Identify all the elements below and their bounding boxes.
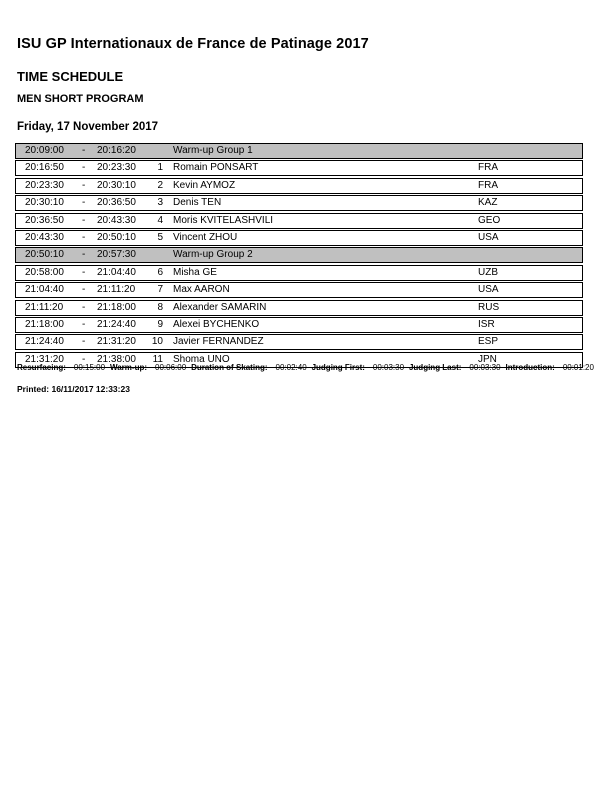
timing-parameter [17,363,105,373]
time-dash: - [82,353,86,365]
end-time: 20:36:50 [97,197,136,209]
time-dash: - [82,249,86,261]
skater-row [15,160,583,176]
end-time: 21:38:00 [97,353,136,365]
timing-parameter-value: 00:03:30 [469,363,501,372]
skater-row [15,265,583,281]
start-number: 2 [157,179,163,191]
warmup-row [15,143,583,159]
skater-name: Misha GE [173,266,217,278]
timing-parameter [409,363,501,373]
skater-row [15,300,583,316]
timing-parameters [17,363,594,373]
start-time: 20:58:00 [25,266,64,278]
warmup-row [15,247,583,263]
skater-name: Javier FERNANDEZ [173,336,264,348]
skater-row [15,230,583,246]
time-dash: - [82,162,86,174]
skater-name: Denis TEN [173,197,222,209]
start-time: 20:43:30 [25,231,64,243]
timing-parameter [312,363,404,373]
nation-code: FRA [478,162,498,174]
nation-code: FRA [478,179,498,191]
time-dash: - [82,284,86,296]
start-number: 1 [157,162,163,174]
time-dash: - [82,231,86,243]
timing-parameter [191,363,307,373]
nation-code: GEO [478,214,501,226]
skater-name: Alexander SAMARIN [173,301,267,313]
start-number: 3 [157,197,163,209]
end-time: 21:18:00 [97,301,136,313]
timing-parameter-label: Introduction: [505,363,555,372]
end-time: 20:50:10 [97,231,136,243]
end-time: 20:43:30 [97,214,136,226]
skater-name: Max AARON [173,284,230,296]
timing-parameter-label: Judging First: [311,363,365,372]
timing-parameter-value: 00:15:00 [73,363,106,372]
start-number: 5 [157,231,163,243]
start-number: 4 [157,214,163,226]
skater-row [15,195,583,211]
nation-code: USA [478,231,499,243]
start-number: 8 [157,301,163,313]
skater-row [15,213,583,229]
start-time: 21:24:40 [25,336,64,348]
skater-row [15,317,583,333]
end-time: 20:30:10 [97,179,136,191]
end-time: 21:24:40 [97,318,136,330]
event-date: Friday, 17 November 2017 [17,121,159,133]
skater-name: Alexei BYCHENKO [173,318,260,330]
nation-code: KAZ [478,197,498,209]
skater-name: Vincent ZHOU [173,231,238,243]
start-number: 9 [157,318,163,330]
nation-code: USA [478,284,499,296]
start-number: 11 [152,353,163,365]
start-time: 20:50:10 [25,249,64,261]
start-time: 20:36:50 [25,214,64,226]
time-dash: - [82,179,86,191]
start-number: 7 [157,284,163,296]
end-time: 21:31:20 [97,336,136,348]
start-number: 10 [151,336,163,348]
skater-name: Kevin AYMOZ [173,179,236,191]
timing-parameter-value: 00:06:00 [155,363,187,372]
time-dash: - [82,214,86,226]
end-time: 20:23:30 [97,162,136,174]
start-time: 20:09:00 [25,145,64,156]
timing-parameter [505,363,593,373]
skater-row [15,282,583,298]
nation-code: UZB [478,266,498,278]
end-time: 21:04:40 [97,266,136,278]
segment-title: MEN SHORT PROGRAM [17,93,144,105]
end-time: 20:57:30 [97,249,136,261]
warmup-group-label: Warm-up Group 2 [173,249,253,261]
timing-parameter-label: Resurfacing: [17,363,66,372]
time-dash: - [82,266,86,278]
start-time: 20:16:50 [25,162,64,174]
timing-parameter [110,363,186,373]
nation-code: RUS [478,301,500,313]
start-number: 6 [157,266,163,278]
start-time: 21:11:20 [25,301,64,313]
timing-parameter-label: Warm-up: [109,363,147,372]
event-title: ISU GP Internationaux de France de Patinage 2017 [17,36,369,52]
skater-row [15,178,583,194]
start-time: 21:31:20 [25,353,64,365]
time-dash: - [82,318,86,330]
end-time: 20:16:20 [97,145,136,156]
nation-code: ESP [478,336,499,348]
printed-timestamp: Printed: 16/11/2017 12:33:23 [17,384,130,394]
warmup-group-label: Warm-up Group 1 [173,145,253,156]
start-time: 21:18:00 [25,318,64,330]
time-dash: - [82,301,86,313]
start-time: 20:30:10 [25,197,64,209]
end-time: 21:11:20 [97,284,136,296]
timing-parameter-value: 00:02:40 [275,363,307,372]
timing-parameter-label: Judging Last: [408,363,462,372]
skater-name: Moris KVITELASHVILI [173,214,274,226]
timing-parameter-value: 00:03:30 [372,363,405,372]
document-subtitle: TIME SCHEDULE [17,69,124,84]
timing-parameter-label: Duration of Skating: [191,363,268,372]
start-time: 21:04:40 [25,284,64,296]
schedule-table [15,143,583,369]
time-dash: - [82,197,86,209]
skater-name: Romain PONSART [173,162,259,174]
timing-parameter-value: 00:01:20 [562,363,594,372]
skater-name: Shoma UNO [173,353,230,365]
nation-code: JPN [478,353,497,365]
time-dash: - [82,336,86,348]
nation-code: ISR [478,318,495,330]
skater-row [15,334,583,350]
time-dash: - [82,145,86,156]
start-time: 20:23:30 [25,179,64,191]
